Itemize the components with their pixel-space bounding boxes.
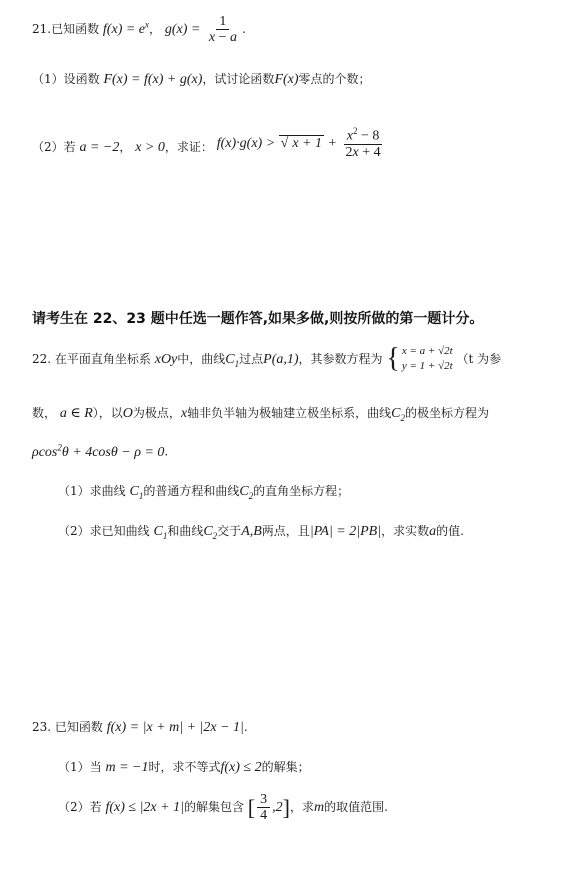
q22-part1: （1）求曲线 $C_1$的普通方程和曲线$C_2$的直角坐标方程； bbox=[58, 484, 350, 501]
q23-stem: 23. 已知函数 f(x) = |x + m| + |2x − 1|. bbox=[32, 720, 248, 735]
q21-g-def: g(x) = $\frac{1}{x - a}$ bbox=[164, 14, 237, 46]
section-instruction: 请考生在 22、23 题中任选一题作答,如果多做,则按所做的第一题计分。 bbox=[32, 311, 484, 327]
q22-stem-line2: 数， a ∈ R），以O为极点，x轴非负半轴为极轴建立极坐标系，曲线$C_2$的极坐标方程为 bbox=[32, 406, 490, 423]
q23-interval: [ $\frac{3}{4}$ ,2] bbox=[247, 792, 290, 824]
q21-F-def: F(x) = f(x) + g(x) bbox=[103, 72, 203, 87]
q23-part2: （2）若 f(x) ≤ |2x + 1|的解集包含 [ $\frac{3}{4}$ ,2]，求m的取值范围. bbox=[58, 792, 388, 824]
q21-f-def: $f(x) = e^x$ bbox=[102, 19, 150, 38]
q21-stem-text: 21.已知函数 bbox=[32, 22, 100, 37]
q23-part1: （1）当 m = −1时，求不等式f(x) ≤ 2的解集； bbox=[58, 760, 310, 775]
q22-polar-equation: ρcos$^2$θ + 4cosθ − ρ = 0. bbox=[32, 442, 169, 460]
q21-part1: （1）设函数 F(x) = f(x) + g(x)，试讨论函数F(x)零点的个数； bbox=[32, 72, 371, 87]
q22-parametric-system: { x = a + √2t y = 1 + √2t bbox=[386, 343, 453, 375]
q21-inequality: f(x)·g(x) > √ x + 1 + $\frac{x^2 - 8}{2x + 4}$ bbox=[216, 126, 381, 161]
q22-stem: 22. 在平面直角坐标系 xOy中，曲线$C_1$过点P(a,1)，其参数方程为 { x = a + √2t y = 1 + √2t （t 为参 bbox=[32, 343, 502, 375]
q21-part2: （2）若 a = −2， x > 0，求证： f(x)·g(x) > √ x + 1 + $\frac{x^2 - 8}{2x + 4}$ bbox=[32, 120, 386, 165]
q22-part2: （2）求已知曲线 $C_1$和曲线$C_2$交于A,B两点，且|PA| = 2|PB|，求实数a的值. bbox=[58, 524, 464, 541]
q21-stem: 21.已知函数 $f(x) = e^x$， g(x) = $\frac{1}{x - a}$ . bbox=[32, 14, 246, 46]
